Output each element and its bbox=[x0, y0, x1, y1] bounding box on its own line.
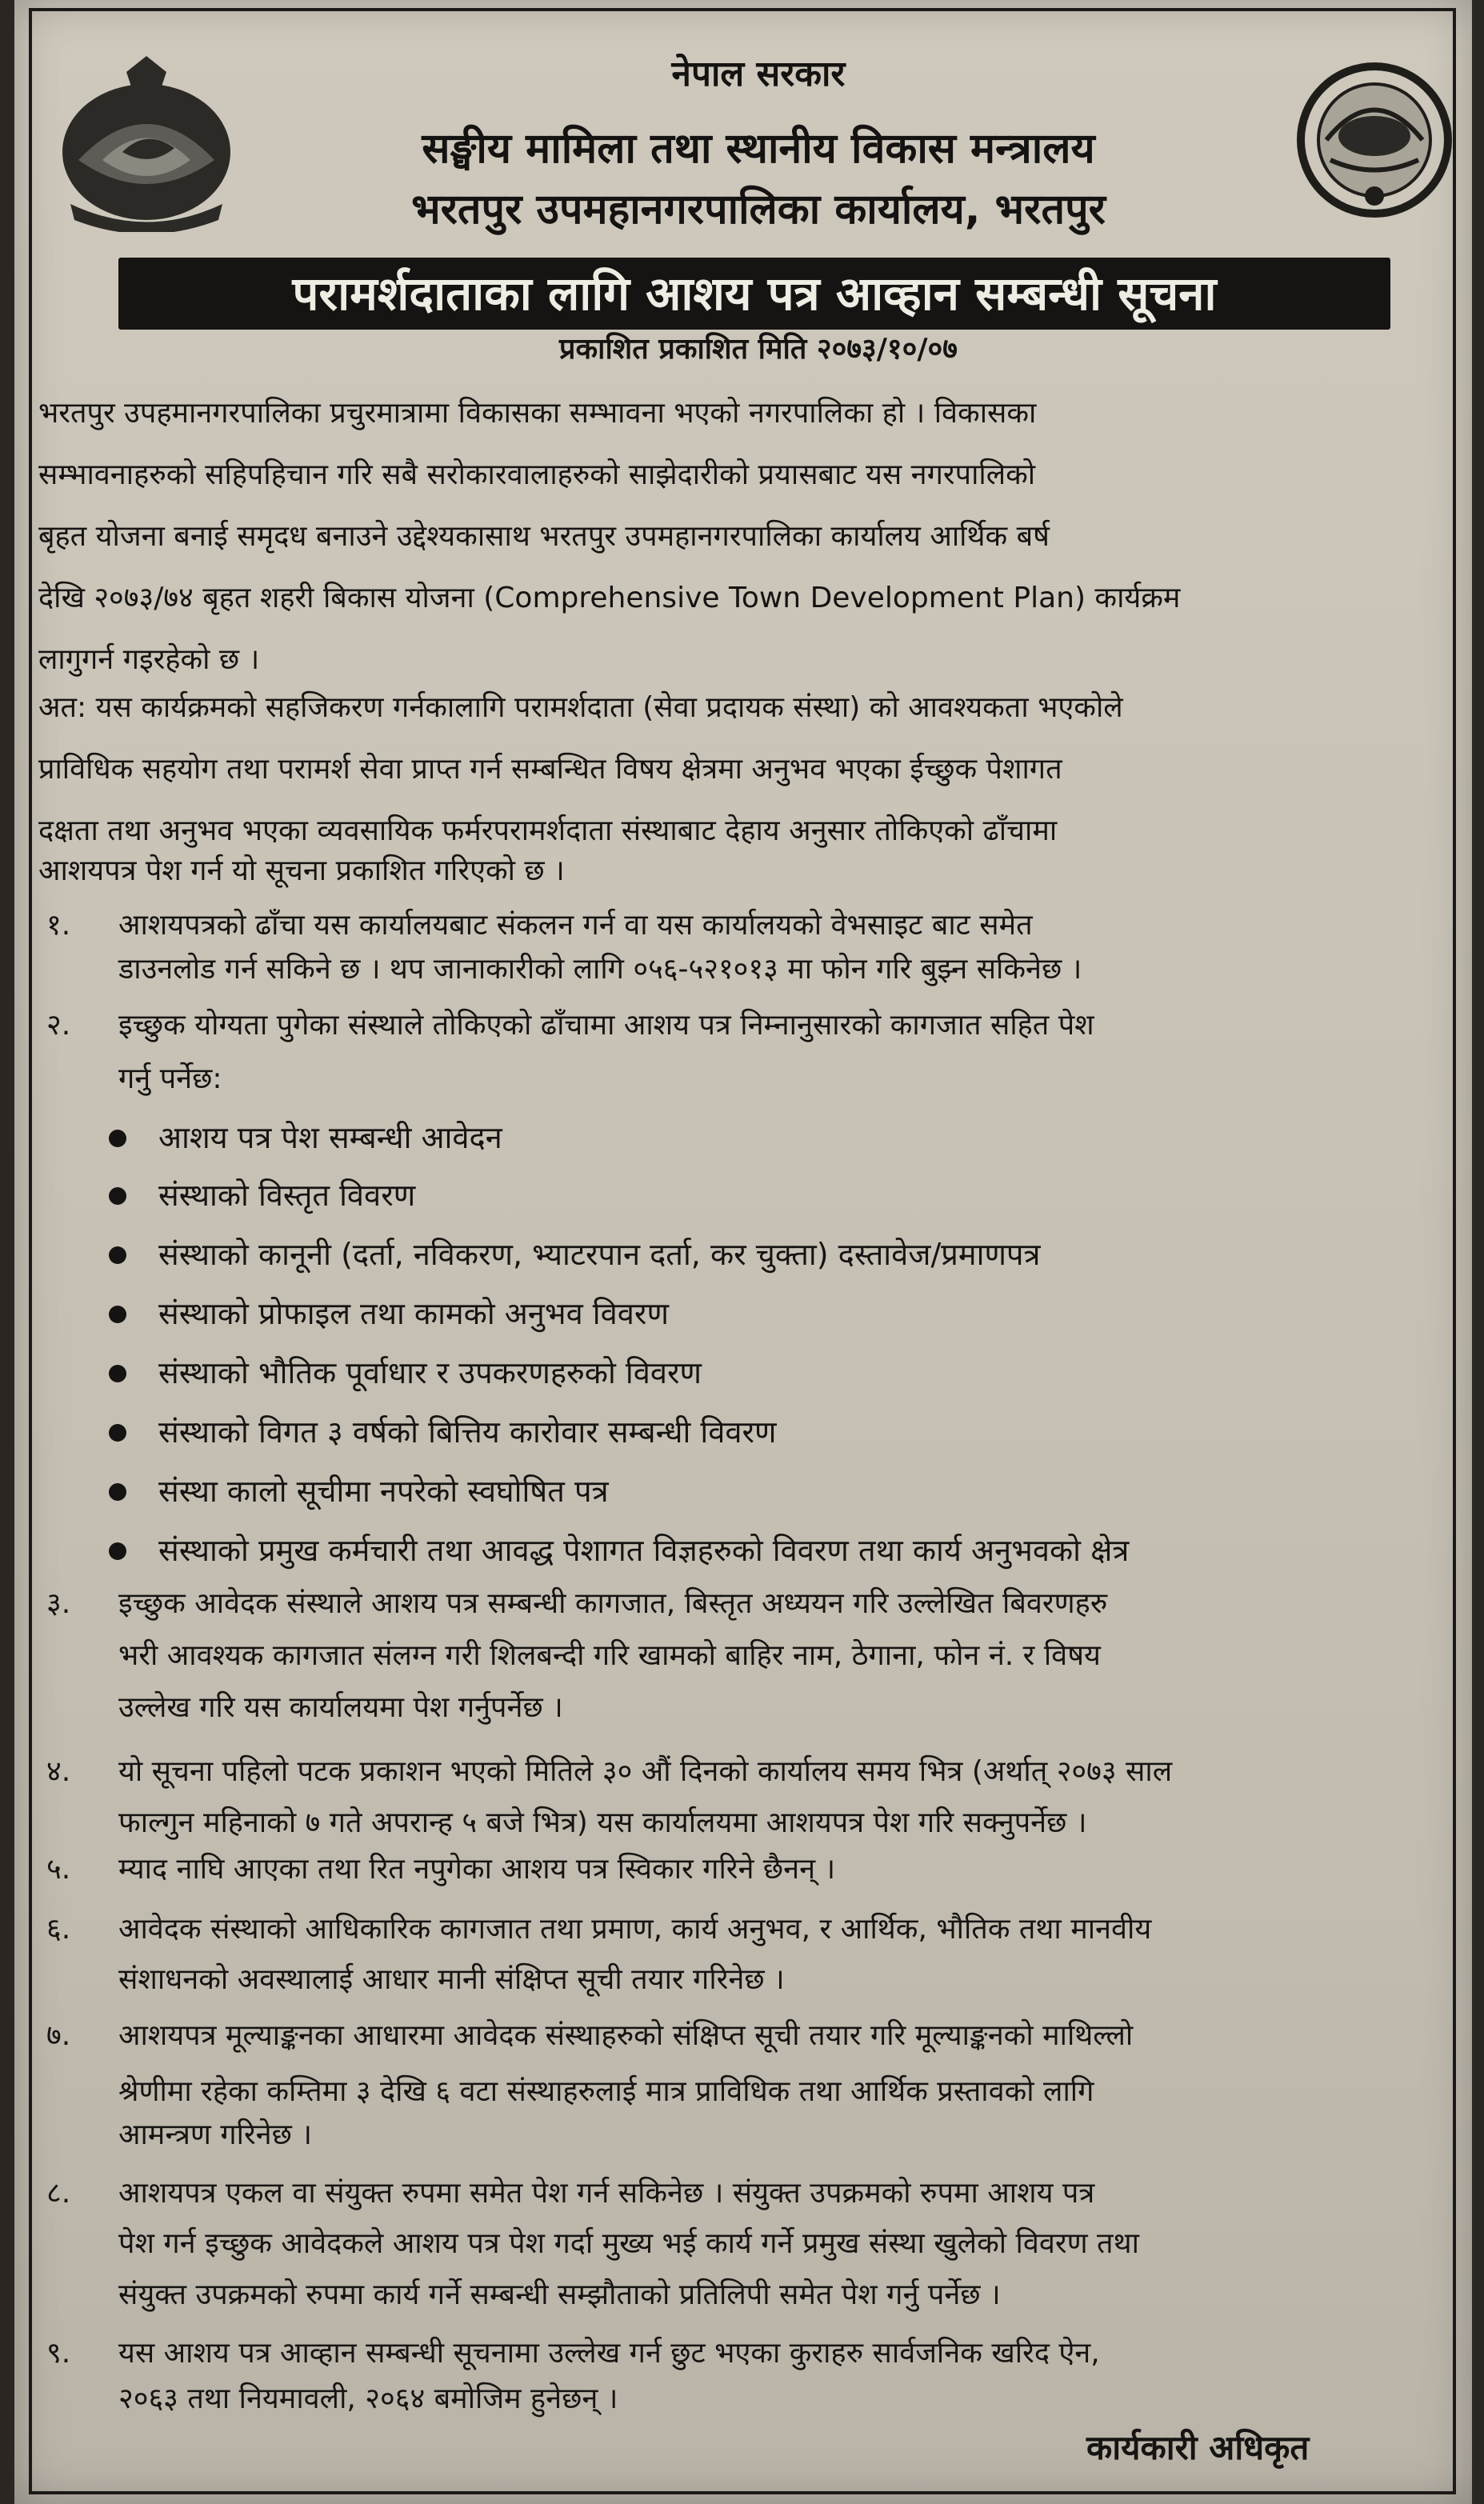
bullet-item: आशय पत्र पेश सम्बन्धी आवेदन bbox=[158, 1120, 502, 1155]
intro-line: देखि २०७३/७४ बृहत शहरी बिकास योजना (Comprehensive Town Development Plan) कार्यक्रम bbox=[38, 582, 1181, 614]
item-number: २. bbox=[46, 1009, 71, 1042]
item-line: फाल्गुन महिनाको ७ गते अपरान्ह ५ बजे भित्र) यस कार्यालयमा आशयपत्र पेश गरि सक्नुपर्नेछ । bbox=[118, 1806, 1087, 1839]
item-number: ७. bbox=[46, 2019, 71, 2052]
item-line: यो सूचना पहिलो पटक प्रकाशन भएको मितिले ३० औं दिनको कार्यालय समय भित्र (अर्थात् २०७३ साल bbox=[118, 1755, 1173, 1788]
item-number: ६. bbox=[46, 1913, 71, 1946]
bullet-icon bbox=[109, 1246, 126, 1264]
signature-executive-officer: कार्यकारी अधिकृत bbox=[1086, 2428, 1310, 2467]
bullet-icon bbox=[109, 1424, 126, 1442]
bullet-item: संस्थाको भौतिक पूर्वाधार र उपकरणहरुको विवरण bbox=[158, 1355, 702, 1390]
bullet-icon bbox=[109, 1187, 126, 1205]
item-line: भरी आवश्यक कागजात संलग्न गरी शिलबन्दी गरि खामको बाहिर नाम, ठेगाना, फोन नं. र विषय bbox=[118, 1639, 1101, 1672]
second-para-line: अत: यस कार्यक्रमको सहजिकरण गर्नकालागि परामर्शदाता (सेवा प्रदायक संस्था) को आवश्यकता भएकोले bbox=[38, 691, 1123, 724]
item-line: संशाधनको अवस्थालाई आधार मानी संक्षिप्त सूची तयार गरिनेछ । bbox=[118, 1963, 785, 1996]
item-line: संयुक्त उपक्रमको रुपमा कार्य गर्ने सम्बन्धी सम्झौताको प्रतिलिपी समेत पेश गर्नु पर्नेछ । bbox=[118, 2278, 1001, 2311]
intro-line: सम्भावनाहरुको सहिपहिचान गरि सबै सरोकारवालाहरुको साझेदारीको प्रयासबाट यस नगरपालिको bbox=[38, 458, 1036, 491]
item-number: ४. bbox=[46, 1755, 71, 1788]
item-line: उल्लेख गरि यस कार्यालयमा पेश गर्नुपर्नेछ । bbox=[118, 1691, 563, 1724]
intro-line: लागुगर्न गइरहेको छ । bbox=[38, 643, 260, 676]
item-line: इच्छुक आवेदक संस्थाले आशय पत्र सम्बन्धी कागजात, बिस्तृत अध्ययन गरि उल्लेखित बिवरणहरु bbox=[118, 1587, 1108, 1620]
bullet-icon bbox=[109, 1483, 126, 1501]
second-para-line: प्राविधिक सहयोग तथा परामर्श सेवा प्राप्त गर्न सम्बन्धित विषय क्षेत्रमा अनुभव भएका ईच्छुक पेशागत bbox=[38, 753, 1062, 786]
bullet-item: संस्था कालो सूचीमा नपरेको स्वघोषित पत्र bbox=[158, 1474, 609, 1509]
intro-line: भरतपुर उपहमानगरपालिका प्रचुरमात्रामा विकासका सम्भावना भएको नगरपालिका हो । विकासका bbox=[38, 397, 1037, 430]
published-date: प्रकाशित प्रकाशित मिति २०७३/१०/०७ bbox=[559, 333, 958, 366]
notice-title: परामर्शदाताका लागि आशय पत्र आव्हान सम्बन्धी सूचना bbox=[118, 258, 1390, 330]
item-line: आमन्त्रण गरिनेछ । bbox=[118, 2118, 312, 2151]
header-municipality-office: भरतपुर उपमहानगरपालिका कार्यालय, भरतपुर bbox=[411, 186, 1106, 234]
second-para-line: दक्षता तथा अनुभव भएका व्यवसायिक फर्मरपरामर्शदाता संस्थाबाट देहाय अनुसार तोकिएको ढाँचामा bbox=[38, 814, 1058, 847]
header-nepal-government: नेपाल सरकार bbox=[671, 54, 846, 94]
item-number: ५. bbox=[46, 1853, 71, 1886]
bullet-icon bbox=[109, 1306, 126, 1323]
item-line: आशयपत्र मूल्याङ्कनका आधारमा आवेदक संस्थाहरुको संक्षिप्त सूची तयार गरि मूल्याङ्कनको माथिल्लो bbox=[118, 2019, 1134, 2052]
bullet-icon bbox=[109, 1130, 126, 1147]
bullet-icon bbox=[109, 1542, 126, 1560]
bullet-item: संस्थाको प्रमुख कर्मचारी तथा आवद्ध पेशागत विज्ञहरुको विवरण तथा कार्य अनुभवको क्षेत्र bbox=[158, 1533, 1130, 1568]
bullet-item: संस्थाको प्रोफाइल तथा कामको अनुभव विवरण bbox=[158, 1296, 669, 1331]
bullet-icon bbox=[109, 1365, 126, 1382]
item-number: १. bbox=[46, 909, 71, 942]
item-line: आशयपत्रको ढाँचा यस कार्यालयबाट संकलन गर्न वा यस कार्यालयको वेभसाइट बाट समेत bbox=[118, 909, 1033, 942]
municipality-seal-icon bbox=[1294, 40, 1454, 240]
nepal-government-emblem-icon bbox=[46, 40, 246, 232]
item-line: म्याद नाघि आएका तथा रित नपुगेका आशय पत्र स्विकार गरिने छैनन् । bbox=[118, 1853, 836, 1886]
bullet-item: संस्थाको विस्तृत विवरण bbox=[158, 1178, 416, 1213]
bullet-item: संस्थाको विगत ३ वर्षको बित्तिय कारोवार सम्बन्धी विवरण bbox=[158, 1414, 777, 1450]
item-line: इच्छुक योग्यता पुगेका संस्थाले तोकिएको ढाँचामा आशय पत्र निम्नानुसारको कागजात सहित पेश bbox=[118, 1009, 1094, 1042]
intro-line: बृहत योजना बनाई समृदध बनाउने उद्देश्यकासाथ भरतपुर उपमहानगरपालिका कार्यालय आर्थिक बर्ष bbox=[38, 520, 1050, 553]
item-number: ९. bbox=[46, 2337, 71, 2370]
notice-paper bbox=[14, 0, 1472, 2504]
bullet-item: संस्थाको कानूनी (दर्ता, नविकरण, भ्याटरपान दर्ता, कर चुक्ता) दस्तावेज/प्रमाणपत्र bbox=[158, 1237, 1041, 1272]
item-line: आशयपत्र एकल वा संयुक्त रुपमा समेत पेश गर्न सकिनेछ । संयुक्त उपक्रमको रुपमा आशय पत्र bbox=[118, 2177, 1095, 2210]
item-line: २०६३ तथा नियमावली, २०६४ बमोजिम हुनेछन् । bbox=[118, 2382, 618, 2415]
header-ministry: सङ्घीय मामिला तथा स्थानीय विकास मन्त्रालय bbox=[422, 125, 1095, 173]
item-number: ८. bbox=[46, 2177, 71, 2210]
item-line: आवेदक संस्थाको आधिकारिक कागजात तथा प्रमाण, कार्य अनुभव, र आर्थिक, भौतिक तथा मानवीय bbox=[118, 1913, 1152, 1946]
item-line: यस आशय पत्र आव्हान सम्बन्धी सूचनामा उल्लेख गर्न छुट भएका कुराहरु सार्वजनिक खरिद ऐन, bbox=[118, 2337, 1100, 2370]
item-line: श्रेणीमा रहेका कम्तिमा ३ देखि ६ वटा संस्थाहरुलाई मात्र प्राविधिक तथा आर्थिक प्रस्तावको लागि bbox=[118, 2075, 1094, 2108]
second-para-line: आशयपत्र पेश गर्न यो सूचना प्रकाशित गरिएको छ । bbox=[38, 854, 565, 887]
item-line: पेश गर्न इच्छुक आवेदकले आशय पत्र पेश गर्दा मुख्य भई कार्य गर्ने प्रमुख संस्था खुलेको विवरण तथा bbox=[118, 2227, 1139, 2260]
item-line: डाउनलोड गर्न सकिने छ । थप जानाकारीको लागि ०५६-५२१०१३ मा फोन गरि बुझ्न सकिनेछ । bbox=[118, 953, 1082, 986]
item-number: ३. bbox=[46, 1587, 71, 1620]
item-line: गर्नु पर्नेछ: bbox=[118, 1062, 222, 1095]
